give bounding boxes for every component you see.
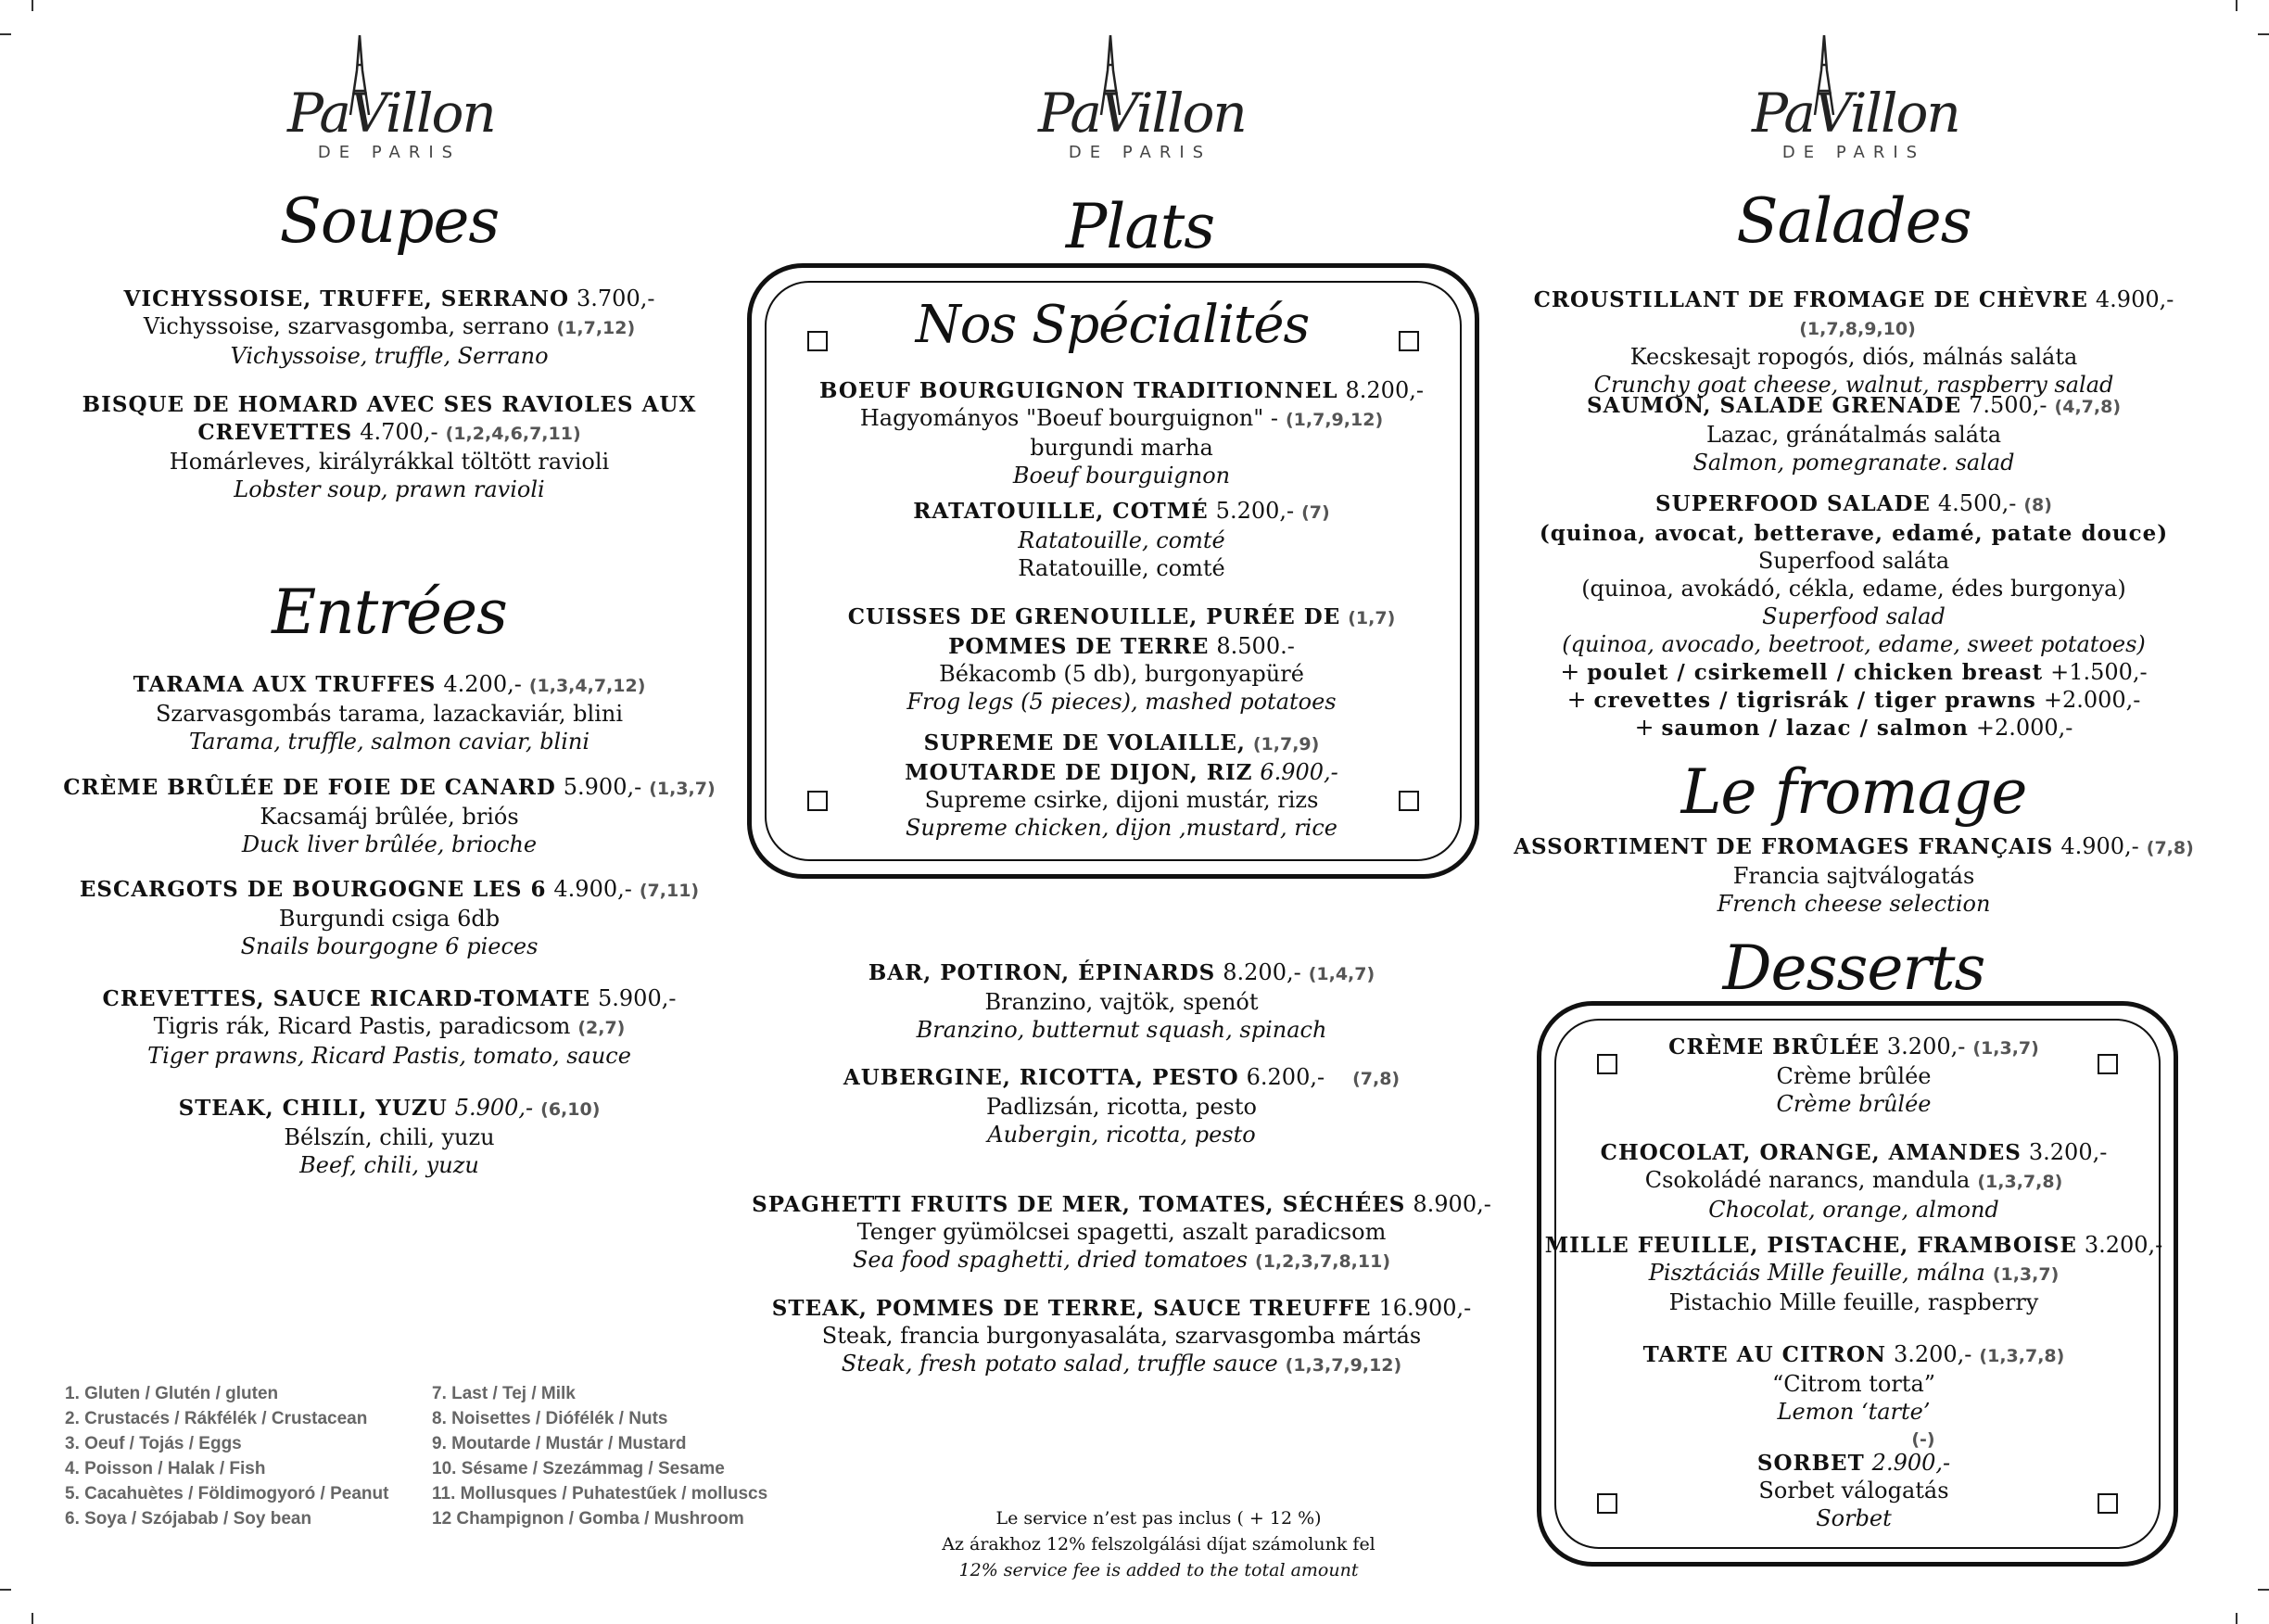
allergen-entry: 4. Poisson / Halak / Fish bbox=[65, 1459, 266, 1478]
item-name: TARAMA AUX TRUFFES bbox=[133, 672, 437, 697]
item-english: Steak, fresh potato salad, truffle sauce bbox=[841, 1351, 1278, 1377]
item-allergens: (2,7) bbox=[577, 1018, 626, 1038]
allergen-entry: 12 Champignon / Gomba / Mushroom bbox=[432, 1509, 744, 1529]
item-price: 8.900,- bbox=[1413, 1191, 1491, 1217]
item-name: STEAK, POMMES DE TERRE, SAUCE TREUFFE bbox=[771, 1296, 1372, 1321]
menu-item bbox=[56, 390, 723, 503]
item-hungarian: Supreme csirke, dijoni mustár, rizs bbox=[924, 787, 1319, 813]
item-hungarian: Tenger gyümölcsei spagetti, aszalt paradicsom bbox=[856, 1219, 1387, 1245]
item-hungarian: Kacsamáj brûlée, briós bbox=[260, 804, 519, 830]
item-name: SAUMON, SALADE GRENADE bbox=[1586, 393, 1962, 418]
item-english: Tarama, truffle, salmon caviar, blini bbox=[188, 729, 590, 755]
logo-wordmark: PaVillon bbox=[1038, 82, 1246, 145]
item-price: 8.200,- bbox=[1345, 377, 1424, 403]
item-english: Lemon ‘tarte’ bbox=[1777, 1399, 1931, 1425]
section-title-desserts: Desserts bbox=[1722, 933, 1985, 1004]
item-name: BOEUF BOURGUIGNON TRADITIONNEL bbox=[819, 378, 1338, 403]
item-allergens: (1,3,7,8) bbox=[1979, 1346, 2065, 1366]
extra-price: +2.000,- bbox=[2043, 687, 2141, 713]
logo-wordmark: PaVillon bbox=[1752, 82, 1959, 145]
salad-extras bbox=[1511, 658, 2197, 742]
logo-wordmark: PaVillon bbox=[287, 82, 495, 145]
menu-item bbox=[704, 603, 1539, 716]
menu-item bbox=[56, 773, 723, 858]
item-allergens: (1,3,7) bbox=[649, 779, 716, 799]
extra-option: + saumon / lazac / salmon +2.000,- bbox=[1634, 714, 2073, 741]
item-price: 8.500.- bbox=[1216, 633, 1295, 659]
menu-item bbox=[56, 285, 723, 370]
item-hungarian: Lazac, gránátalmás saláta bbox=[1705, 422, 2001, 448]
item-hungarian: Steak, francia burgonyasaláta, szarvasgomba mártás bbox=[821, 1323, 1422, 1349]
service-note-hu: Az árakhoz 12% felszolgálási díjat számolunk fel bbox=[942, 1534, 1375, 1554]
item-english: Snails bourgogne 6 pieces bbox=[240, 933, 539, 959]
item-english: Duck liver brûlée, brioche bbox=[241, 831, 538, 857]
item-hungarian-line2: burgundi marha bbox=[1030, 435, 1213, 461]
item-english: Sorbet bbox=[1816, 1505, 1892, 1531]
item-hungarian: Hagyományos "Boeuf bourguignon" - bbox=[859, 405, 1278, 431]
item-name: CUISSES DE GRENOUILLE, PURÉE DE bbox=[847, 604, 1341, 629]
item-allergens: (7,8) bbox=[2146, 838, 2194, 858]
crop-mark bbox=[2236, 1613, 2237, 1624]
item-price: 2.900,- bbox=[1871, 1450, 1951, 1476]
item-name: BAR, POTIRON, ÉPINARDS bbox=[868, 960, 1216, 985]
item-name-line2: MOUTARDE DE DIJON, RIZ bbox=[905, 760, 1253, 785]
menu-item bbox=[704, 958, 1539, 1044]
allergen-entry: 2. Crustacés / Rákfélék / Crustacean bbox=[65, 1409, 368, 1428]
item-english: Sea food spaghetti, dried tomatoes bbox=[852, 1247, 1249, 1273]
allergen-entry: 3. Oeuf / Tojás / Eggs bbox=[65, 1434, 242, 1453]
menu-item bbox=[704, 1063, 1539, 1148]
allergen-entry: 5. Cacahuètes / Földimogyoró / Peanut bbox=[65, 1484, 389, 1503]
item-hungarian: Sorbet válogatás bbox=[1758, 1478, 1949, 1503]
item-name: SPAGHETTI FRUITS DE MER, TOMATES, SÉCHÉES bbox=[752, 1192, 1406, 1217]
allergen-entry: 10. Sésame / Szezámmag / Sesame bbox=[432, 1459, 725, 1478]
item-hungarian: Ratatouille, comté bbox=[1018, 555, 1225, 581]
section-title-fromage: Le fromage bbox=[1680, 756, 2027, 828]
item-allergens: (1,7,12) bbox=[556, 318, 636, 338]
item-allergens: (1,7,9,12) bbox=[1286, 410, 1384, 430]
item-allergens: (4,7,8) bbox=[2054, 397, 2122, 417]
item-english: Ratatouille, comté bbox=[1018, 527, 1225, 553]
logo-subtitle: DE PARIS bbox=[1068, 143, 1212, 162]
item-price: 3.700,- bbox=[577, 285, 655, 311]
item-name: SUPERFOOD SALADE bbox=[1655, 491, 1931, 516]
item-price: 5.900,- bbox=[454, 1095, 534, 1121]
allergen-entry: 8. Noisettes / Diófélék / Nuts bbox=[432, 1409, 668, 1428]
section-title-specialites: Nos Spécialités bbox=[915, 295, 1310, 355]
item-price: 5.200,- bbox=[1215, 498, 1295, 524]
item-hungarian: Homárleves, királyrákkal töltött ravioli bbox=[169, 449, 610, 475]
item-allergens: (7,11) bbox=[639, 881, 700, 901]
crop-mark bbox=[32, 0, 33, 11]
logo bbox=[1752, 33, 1959, 172]
extra-label: saumon / lazac / salmon bbox=[1661, 716, 1969, 741]
item-price: 6.200,- bbox=[1246, 1064, 1325, 1090]
item-allergens: (1,7) bbox=[1348, 608, 1396, 628]
item-price: 5.900,- bbox=[598, 985, 677, 1011]
item-english: Salmon, pomegranate. salad bbox=[1692, 450, 2015, 476]
menu-item bbox=[1511, 391, 2197, 476]
item-english: Supreme chicken, dijon ,mustard, rice bbox=[905, 815, 1338, 841]
item-price: 4.900,- bbox=[2095, 286, 2174, 312]
item-name: CRÈME BRÛLÉE bbox=[1668, 1034, 1880, 1059]
menu-item bbox=[704, 1294, 1539, 1379]
item-price: 7.500,- bbox=[1969, 392, 2047, 418]
item-allergens: (1,3,7) bbox=[1992, 1264, 2060, 1285]
sorbet-allergens-row bbox=[1511, 1424, 2197, 1450]
item-english: Branzino, butternut squash, spinach bbox=[916, 1017, 1327, 1043]
item-english: Crunchy goat cheese, walnut, raspberry salad bbox=[1593, 372, 2114, 398]
item-english: Crème brûlée bbox=[1776, 1091, 1932, 1117]
item-allergens: (1,2,4,6,7,11) bbox=[445, 424, 581, 444]
middle-column bbox=[742, 0, 1539, 1624]
item-name: TARTE AU CITRON bbox=[1642, 1342, 1887, 1367]
item-price: 4.700,- bbox=[360, 419, 438, 445]
crop-mark bbox=[0, 33, 11, 35]
menu-item bbox=[1511, 832, 2197, 918]
item-hungarian: Tigris rák, Ricard Pastis, paradicsom bbox=[153, 1013, 571, 1039]
item-hungarian: Padlizsán, ricotta, pesto bbox=[986, 1094, 1257, 1120]
item-price: 6.900,- bbox=[1260, 759, 1338, 785]
section-title-soupes: Soupes bbox=[279, 185, 500, 257]
section-title-plats: Plats bbox=[1065, 191, 1215, 262]
item-hungarian-line2: (quinoa, avokádó, cékla, edame, édes burgonya) bbox=[1581, 576, 2126, 602]
logo-subtitle: DE PARIS bbox=[1781, 143, 1926, 162]
item-allergens: (7) bbox=[1301, 502, 1330, 523]
item-english: Beef, chili, yuzu bbox=[299, 1152, 479, 1178]
item-name: BISQUE DE HOMARD AVEC SES RAVIOLES AUX bbox=[82, 392, 697, 417]
item-name: ASSORTIMENT DE FROMAGES FRANÇAIS bbox=[1514, 834, 2054, 859]
item-allergens: (1,7,9) bbox=[1252, 734, 1320, 755]
item-english: Boeuf bourguignon bbox=[1012, 463, 1231, 488]
item-name: SORBET bbox=[1756, 1451, 1865, 1476]
item-name: RATATOUILLE, COTMÉ bbox=[913, 499, 1209, 524]
menu-item bbox=[704, 1190, 1539, 1275]
item-hungarian: Pisztáciás Mille feuille, málna bbox=[1648, 1260, 1985, 1286]
item-english: Aubergin, ricotta, pesto bbox=[987, 1122, 1256, 1148]
item-price: 8.200,- bbox=[1223, 959, 1301, 985]
item-name: CRÈME BRÛLÉE DE FOIE DE CANARD bbox=[63, 775, 556, 800]
extra-price: +1.500,- bbox=[2050, 659, 2148, 685]
item-hungarian: Szarvasgombás tarama, lazackaviár, blini bbox=[155, 701, 623, 727]
item-allergens: (1,3,4,7,12) bbox=[528, 676, 646, 696]
item-allergens: (1,2,3,7,8,11) bbox=[1255, 1251, 1391, 1272]
item-allergens: (1,3,7) bbox=[1972, 1038, 2039, 1059]
item-hungarian: “Citrom torta” bbox=[1771, 1371, 1936, 1397]
extra-option: + crevettes / tigrisrák / tiger prawns +2.000,- bbox=[1566, 686, 2141, 713]
item-name: CHOCOLAT, ORANGE, AMANDES bbox=[1600, 1140, 2022, 1165]
logo bbox=[287, 33, 495, 172]
menu-item bbox=[704, 497, 1539, 582]
allergen-entry: 9. Moutarde / Mustár / Mustard bbox=[432, 1434, 687, 1453]
item-price: 3.200,- bbox=[1886, 1034, 1966, 1059]
item-name-line2: POMMES DE TERRE bbox=[948, 634, 1210, 659]
item-name: VICHYSSOISE, TRUFFE, SERRANO bbox=[123, 286, 570, 311]
item-allergens: (1,4,7) bbox=[1308, 964, 1375, 984]
section-title-entrees: Entrées bbox=[272, 577, 507, 648]
extra-option: + poulet / csirkemell / chicken breast +1.500,- bbox=[1560, 658, 2148, 685]
crop-mark bbox=[32, 1613, 33, 1624]
item-name: AUBERGINE, RICOTTA, PESTO bbox=[843, 1065, 1239, 1090]
item-allergens: (7,8) bbox=[1352, 1069, 1401, 1089]
item-hungarian: Crème brûlée bbox=[1776, 1063, 1932, 1089]
item-english: Superfood salad bbox=[1762, 603, 1946, 629]
allergen-entry: 6. Soya / Szójabab / Soy bean bbox=[65, 1509, 312, 1529]
item-name: MILLE FEUILLE, PISTACHE, FRAMBOISE bbox=[1544, 1233, 2077, 1258]
crop-mark bbox=[2258, 33, 2269, 35]
service-note-fr: Le service n’est pas inclus ( + 12 %) bbox=[995, 1508, 1322, 1529]
item-price: 3.200,- bbox=[2028, 1139, 2108, 1165]
item-allergens: (-) bbox=[1911, 1429, 1935, 1450]
allergen-legend-left bbox=[65, 1381, 388, 1531]
menu-item bbox=[56, 1094, 723, 1179]
item-english: Vichyssoise, truffle, Serrano bbox=[230, 343, 549, 369]
item-price: 4.900,- bbox=[553, 876, 632, 902]
menu-item bbox=[56, 984, 723, 1070]
item-allergens: (1,7,8,9,10) bbox=[1799, 319, 1916, 339]
item-english-line2: (quinoa, avocado, beetroot, edame, sweet potatoes) bbox=[1562, 631, 2146, 657]
right-column bbox=[1511, 0, 2197, 1624]
item-price: 4.500,- bbox=[1937, 490, 2017, 516]
item-hungarian: Superfood saláta bbox=[1757, 548, 1950, 574]
menu-item bbox=[1511, 1231, 2197, 1316]
allergen-entry: 11. Mollusques / Puhatestűek / molluscs bbox=[432, 1484, 768, 1503]
item-hungarian: Branzino, vajtök, spenót bbox=[984, 989, 1259, 1015]
extra-label: crevettes / tigrisrák / tiger prawns bbox=[1593, 688, 2036, 713]
item-price: 3.200,- bbox=[2084, 1232, 2163, 1258]
item-allergens: (8) bbox=[2023, 495, 2052, 515]
allergen-legend-right bbox=[432, 1381, 767, 1531]
item-name: SUPREME DE VOLAILLE, bbox=[923, 730, 1246, 755]
item-name: ESCARGOTS DE BOURGOGNE LES 6 bbox=[79, 877, 547, 902]
item-hungarian: Vichyssoise, szarvasgomba, serrano bbox=[143, 313, 550, 339]
crop-mark bbox=[0, 1589, 11, 1591]
extra-price: +2.000,- bbox=[1975, 715, 2073, 741]
allergen-entry: 7. Last / Tej / Milk bbox=[432, 1384, 576, 1403]
item-hungarian: Békacomb (5 db), burgonyapüré bbox=[939, 661, 1304, 687]
item-hungarian: Kecskesajt ropogós, diós, málnás saláta bbox=[1629, 344, 2078, 370]
item-hungarian: Bélszín, chili, yuzu bbox=[284, 1124, 495, 1150]
item-english: Tiger prawns, Ricard Pastis, tomato, sauce bbox=[147, 1043, 631, 1069]
menu-item bbox=[56, 670, 723, 755]
menu-item bbox=[1511, 1340, 2197, 1426]
item-price: 16.900,- bbox=[1378, 1295, 1472, 1321]
service-note bbox=[862, 1505, 1455, 1583]
item-price: 4.200,- bbox=[443, 671, 522, 697]
item-allergens: (1,3,7,8) bbox=[1977, 1172, 2063, 1192]
item-hungarian: Francia sajtválogatás bbox=[1732, 863, 1975, 889]
menu-item bbox=[1511, 1449, 2197, 1532]
item-name-line2: CREVETTES bbox=[197, 420, 353, 445]
menu-item bbox=[704, 729, 1539, 842]
menu-item bbox=[1511, 1033, 2197, 1118]
crop-mark bbox=[2236, 0, 2237, 11]
logo-subtitle: DE PARIS bbox=[317, 143, 462, 162]
item-price: 3.200,- bbox=[1893, 1341, 1972, 1367]
item-price: 4.900,- bbox=[2060, 833, 2139, 859]
menu-item bbox=[56, 875, 723, 960]
menu-item bbox=[1511, 1138, 2197, 1224]
item-english: French cheese selection bbox=[1717, 891, 1991, 917]
item-name-line2: (quinoa, avocat, betterave, edamé, patate douce) bbox=[1539, 521, 2169, 546]
item-price: 5.900,- bbox=[563, 774, 642, 800]
item-english: Lobster soup, prawn ravioli bbox=[234, 476, 545, 502]
section-title-salades: Salades bbox=[1736, 185, 1971, 257]
item-english: Pistachio Mille feuille, raspberry bbox=[1668, 1289, 2039, 1315]
crop-mark bbox=[2258, 1589, 2269, 1591]
item-english: Frog legs (5 pieces), mashed potatoes bbox=[906, 689, 1337, 715]
item-name: CREVETTES, SAUCE RICARD-TOMATE bbox=[102, 986, 591, 1011]
menu-item bbox=[1511, 285, 2197, 399]
item-name: STEAK, CHILI, YUZU bbox=[178, 1096, 448, 1121]
extra-label: poulet / csirkemell / chicken breast bbox=[1587, 660, 2044, 685]
menu-item bbox=[704, 376, 1539, 489]
logo bbox=[1038, 33, 1246, 172]
service-note-en: 12% service fee is added to the total amount bbox=[958, 1560, 1359, 1580]
item-allergens: (1,3,7,9,12) bbox=[1285, 1355, 1402, 1376]
item-name: CROUSTILLANT DE FROMAGE DE CHÈVRE bbox=[1533, 287, 2088, 312]
allergen-entry: 1. Gluten / Glutén / gluten bbox=[65, 1384, 279, 1403]
item-hungarian: Csokoládé narancs, mandula bbox=[1644, 1167, 1971, 1193]
item-allergens: (6,10) bbox=[540, 1099, 601, 1120]
item-hungarian: Burgundi csiga 6db bbox=[278, 906, 501, 932]
item-english: Chocolat, orange, almond bbox=[1708, 1197, 1999, 1223]
menu-item bbox=[1511, 489, 2197, 658]
